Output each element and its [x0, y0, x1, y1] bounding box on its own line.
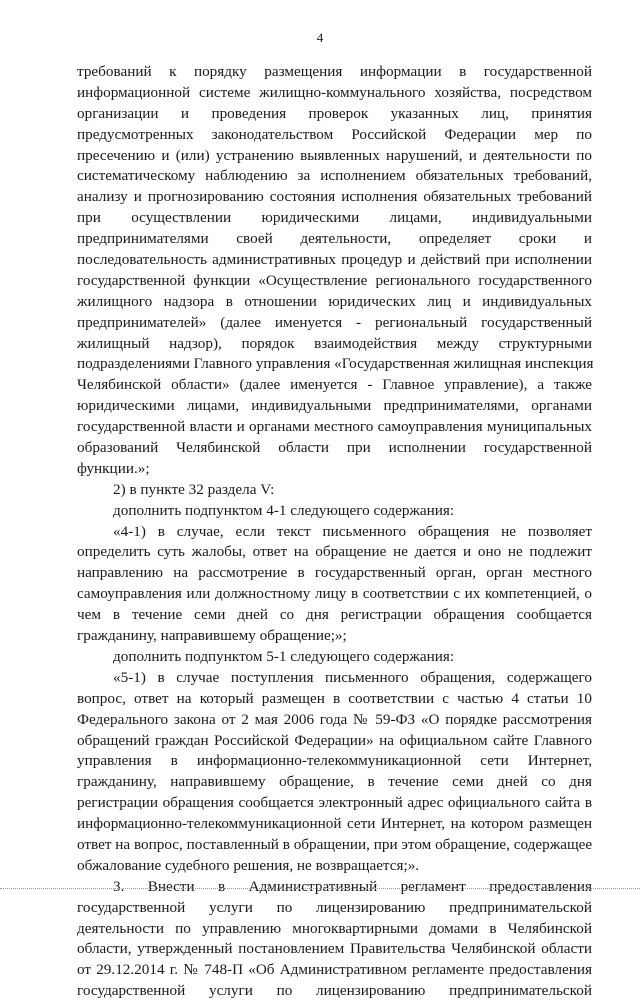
text-line: самоуправления или должностному лицу в соответствии с их компетенцией, о	[77, 585, 592, 603]
text-line: деятельности по управлению многоквартирными домами в Челябинской	[77, 919, 592, 937]
text-line: при осуществлении юридическими лицами, индивидуальными	[77, 209, 592, 227]
text-line: жилищный надзор), порядок взаимодействия между структурными	[77, 334, 592, 352]
text-line: «4-1) в случае, если текст письменного обращения не позволяет	[113, 522, 592, 540]
page-bottom-edge	[0, 888, 640, 889]
text-line: «5-1) в случае поступления письменного обращения, содержащего	[113, 668, 592, 686]
text-line: предпринимателей» (далее именуется - региональный государственный	[77, 313, 592, 331]
text-line: юридическими лицами, индивидуальными предпринимателями, органами	[77, 397, 592, 415]
text-line: вопрос, ответ на который размещен в соответствии с частью 4 статьи 10	[77, 689, 592, 707]
text-line: 2) в пункте 32 раздела V:	[113, 480, 275, 498]
text-line: требований к порядку размещения информации в государственной	[77, 63, 592, 80]
text-line: чем в течение семи дней со дня регистрации обращения сообщается	[77, 606, 592, 624]
text-line: образований Челябинской области при исполнении государственной	[77, 439, 592, 457]
text-line: регистрации обращения сообщается электронный адрес официального сайта в	[77, 794, 592, 812]
text-line: дополнить подпунктом 4-1 следующего содержания:	[113, 501, 455, 519]
text-line: организации и проведения проверок указанных лиц, принятия	[77, 104, 592, 122]
text-line: определить суть жалобы, ответ на обращение не дается и оно не подлежит	[77, 543, 592, 561]
text-line: от 29.12.2014 г. № 748-П «Об Административном регламенте предоставления	[77, 961, 592, 979]
text-line: Челябинской области» (далее именуется - Главное управление), а также	[77, 376, 592, 394]
text-line: предпринимателями своей деятельности, определяет сроки и	[77, 230, 592, 248]
text-line: государственной услуги по лицензированию предпринимательской	[77, 898, 592, 916]
text-line: области, утвержденный постановлением Правительства Челябинской области	[77, 940, 592, 958]
text-line: жилищного надзора в отношении юридических лиц и индивидуальных	[77, 292, 592, 310]
text-line: направлению на рассмотрение в государственный орган, орган местного	[77, 564, 592, 582]
text-line: обжалование судебного решения, не возвращается;».	[77, 856, 420, 874]
text-line: государственной услуги по лицензированию предпринимательской	[77, 982, 592, 1000]
text-line: пресечению и (или) устранению выявленных нарушений, и деятельности по	[77, 146, 592, 164]
text-line: государственной власти и органами местного самоуправления муниципальных	[77, 418, 592, 436]
text-line: предусмотренных законодательством Российской Федерации мер по	[77, 125, 592, 143]
text-line: обращений граждан Российской Федерации» на официальном сайте Главного	[77, 731, 592, 749]
text-line: подразделениями Главного управления «Государственная жилищная инспекция	[77, 355, 594, 373]
text-line: дополнить подпунктом 5-1 следующего содержания:	[113, 647, 455, 665]
text-line: Федерального закона от 2 мая 2006 года № 59-ФЗ «О порядке рассмотрения	[77, 710, 592, 728]
page-number: 4	[316, 30, 324, 45]
text-line: последовательность административных процедур и действий при исполнении	[77, 251, 592, 269]
text-line: информационно-телекоммуникационной сети Интернет, на котором размещен	[77, 815, 592, 833]
text-line: государственной функции «Осуществление регионального государственного	[77, 271, 592, 289]
text-line: 3. Внести в Административный регламент предоставления	[113, 877, 592, 895]
document-body	[77, 62, 592, 1002]
text-line: функции.»;	[77, 459, 150, 477]
text-line: гражданину, направившему обращение;»;	[77, 627, 347, 645]
text-line: ответ на вопрос, поставленный в обращении, при этом обращение, содержащее	[77, 835, 593, 853]
text-line: управления в информационно-телекоммуникационной сети Интернет,	[77, 752, 592, 770]
text-line: анализу и прогнозированию состояния исполнения обязательных требований	[77, 188, 592, 206]
text-line: информационной системе жилищно-коммунального хозяйства, посредством	[77, 83, 592, 101]
text-line: гражданину, направившему обращение, в течение семи дней со дня	[77, 773, 592, 791]
text-line: систематическому наблюдению за исполнением обязательных требований,	[77, 167, 592, 185]
